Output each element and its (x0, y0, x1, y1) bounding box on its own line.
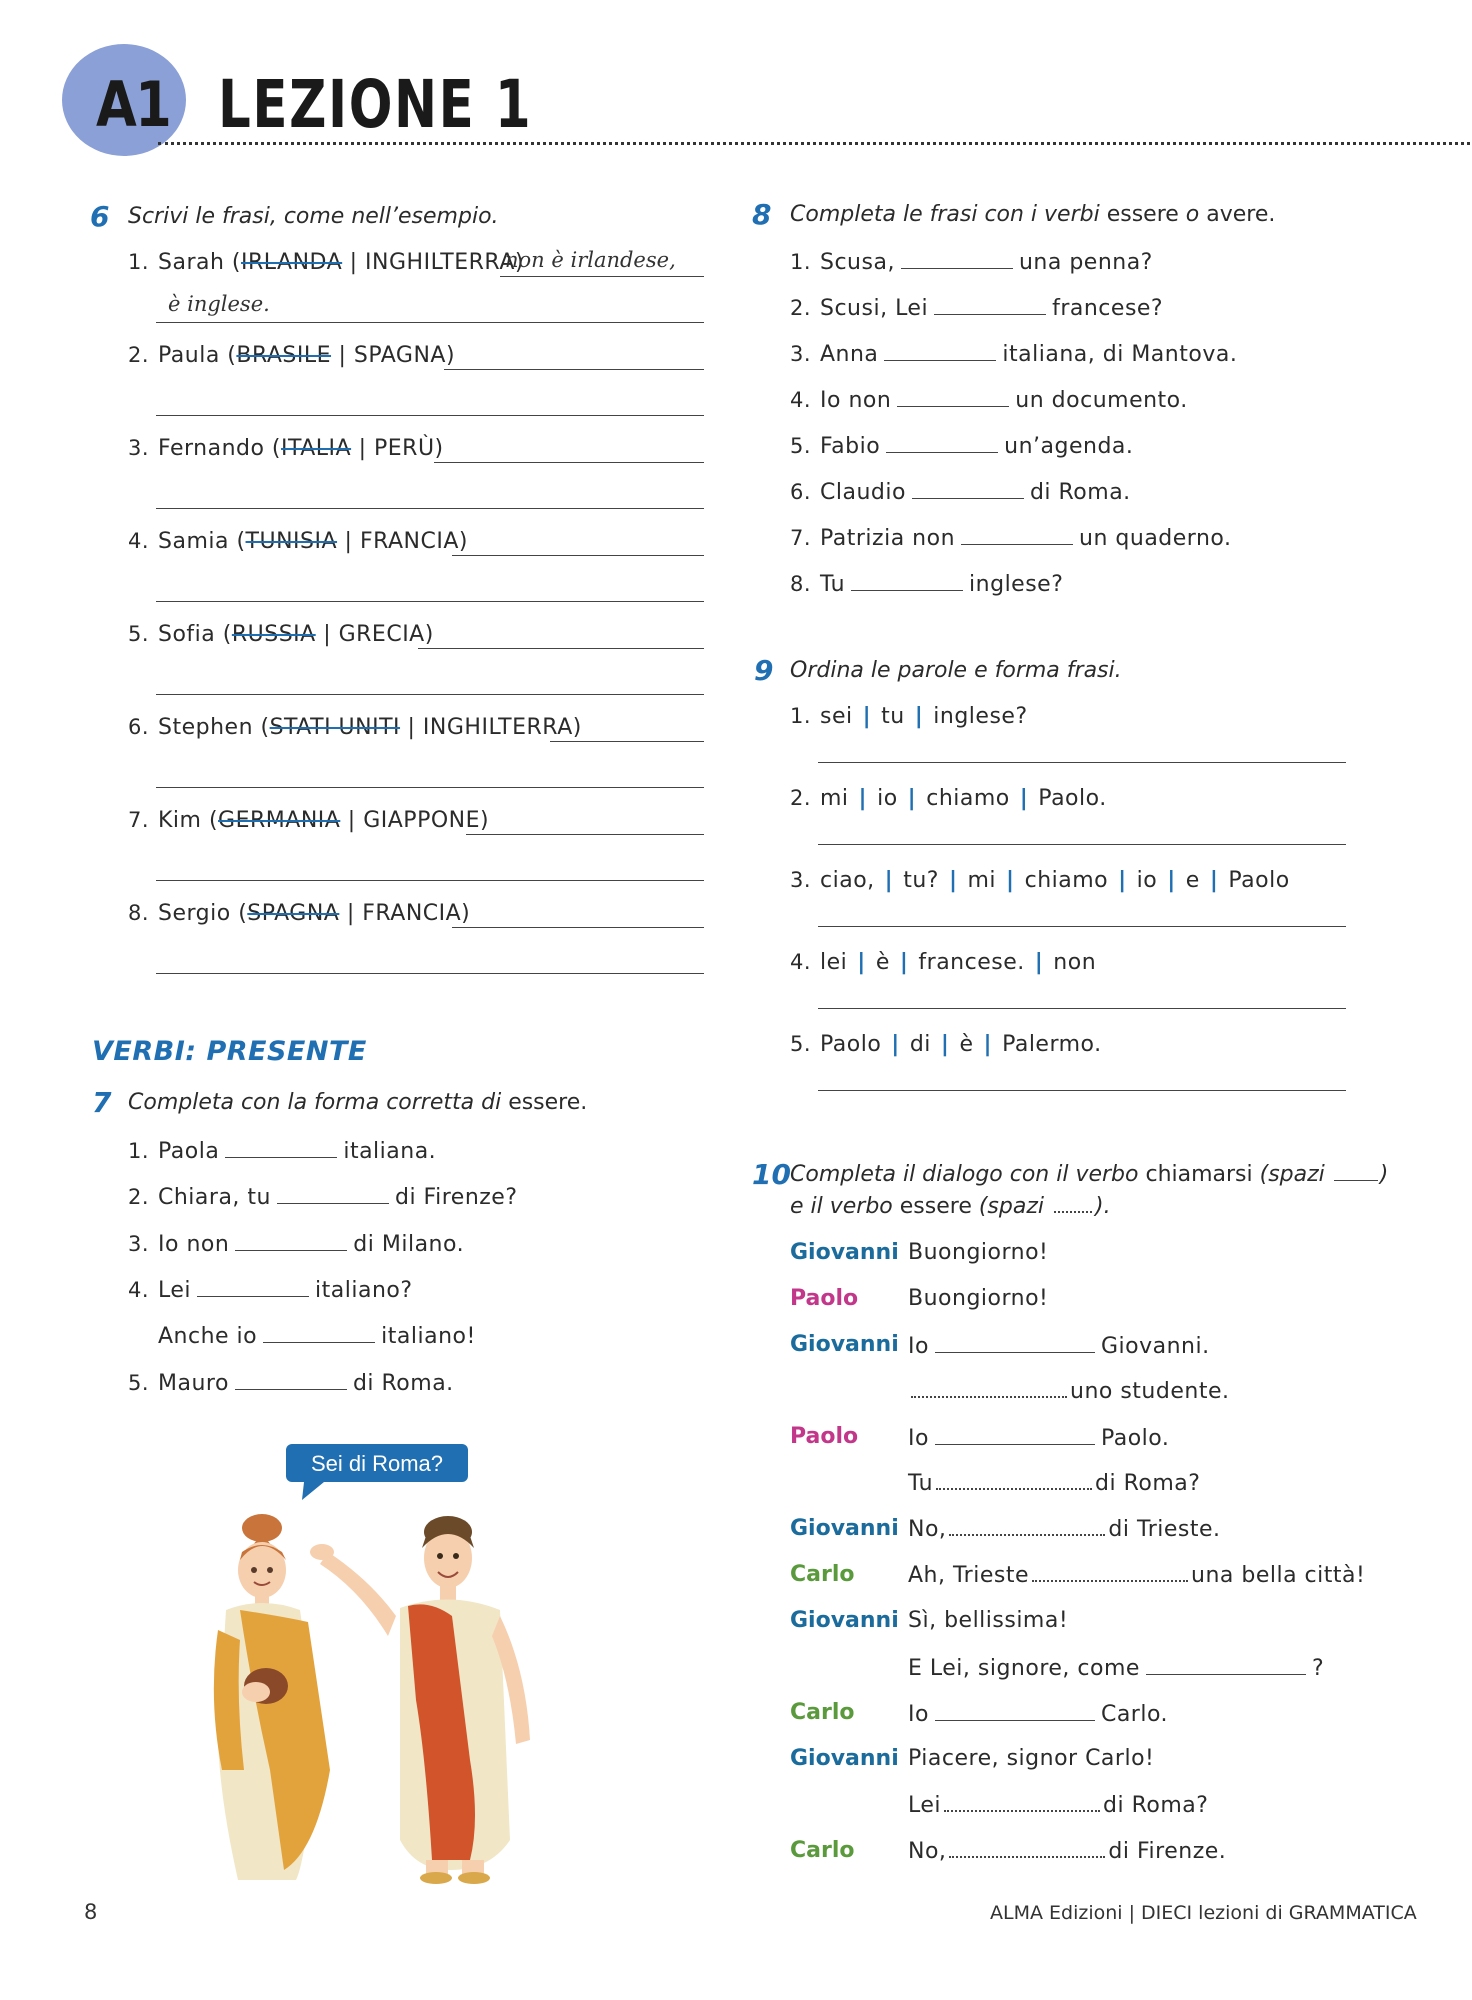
bubble-text: Sei di Roma? (310, 1451, 444, 1476)
ex8-blank[interactable] (961, 524, 1073, 545)
ex9-answer-line[interactable] (818, 762, 1346, 763)
essere-blank[interactable] (949, 1838, 1105, 1858)
ex7-instruction: Completa con la forma corretta di essere. (128, 1090, 588, 1115)
ex6-answer-line[interactable] (418, 648, 704, 649)
ex7-item: 2. Chiara, tu di Firenze? (128, 1185, 518, 1210)
ex6-item: 7. Kim (GERMANIA | GIAPPONE) (128, 808, 490, 833)
ex7-item: 5. Mauro di Roma. (128, 1371, 454, 1396)
ex8-item: 4. Io non un documento. (790, 388, 1188, 413)
ex7-blank[interactable] (235, 1369, 347, 1390)
ex7-number: 7 (92, 1086, 112, 1119)
essere-blank[interactable] (936, 1470, 1092, 1490)
ex6-answer-line[interactable] (444, 369, 704, 370)
ex9-answer-line[interactable] (818, 1090, 1346, 1091)
ex6-answer-line[interactable] (156, 322, 704, 323)
ex6-item: 8. Sergio (SPAGNA | FRANCIA) (128, 901, 471, 926)
dialogue-line: Tu di Roma? (908, 1471, 1201, 1496)
ex8-item: 3. Anna italiana, di Mantova. (790, 342, 1238, 367)
dialogue-line: Io Giovanni. (908, 1334, 1210, 1359)
ex8-blank[interactable] (884, 340, 996, 361)
ex6-answer-line[interactable] (156, 880, 704, 881)
ex9-instruction: Ordina le parole e forma frasi. (790, 658, 1122, 683)
chiamarsi-blank[interactable] (935, 1424, 1095, 1445)
ex8-blank[interactable] (851, 570, 963, 591)
ex6-item: 5. Sofia (RUSSIA | GRECIA) (128, 622, 434, 647)
speaker-paolo: Paolo (790, 1286, 859, 1311)
speaker-carlo: Carlo (790, 1700, 855, 1725)
ex7-blank[interactable] (225, 1137, 337, 1158)
ex7-item: Anche io italiano! (158, 1324, 476, 1349)
romans-illustration (200, 1440, 620, 1890)
chiamarsi-blank[interactable] (935, 1332, 1095, 1353)
dialogue-line: Sì, bellissima! (908, 1608, 1069, 1633)
speaker-paolo: Paolo (790, 1424, 859, 1449)
dialogue-line: Io Carlo. (908, 1702, 1169, 1727)
dialogue-line: Ah, Trieste una bella città! (908, 1563, 1366, 1588)
ex6-item: 4. Samia (TUNISIA | FRANCIA) (128, 529, 468, 554)
ex7-item: 1. Paola italiana. (128, 1139, 437, 1164)
ex8-item: 2. Scusi, Lei francese? (790, 296, 1164, 321)
ex9-item: 1. sei | tu | inglese? (790, 704, 1028, 729)
ex6-instruction: Scrivi le frasi, come nell’esempio. (128, 204, 499, 229)
header-divider (158, 142, 1470, 145)
ex8-item: 8. Tu inglese? (790, 572, 1064, 597)
ex9-answer-line[interactable] (818, 926, 1346, 927)
ex9-answer-line[interactable] (818, 844, 1346, 845)
ex8-item: 1. Scusa, una penna? (790, 250, 1153, 275)
ex7-item: 3. Io non di Milano. (128, 1232, 465, 1257)
ex6-example-answer: non è irlandese, (505, 248, 676, 272)
ex6-item: 1. Sarah (IRLANDA | INGHILTERRA) (128, 250, 524, 275)
speech-bubble (286, 1444, 468, 1500)
ex9-item: 3. ciao, | tu? | mi | chiamo | io | e | Paolo (790, 868, 1290, 893)
dialogue-line: Buongiorno! (908, 1240, 1049, 1265)
ex9-item: 4. lei | è | francese. | non (790, 950, 1097, 975)
ex6-answer-line[interactable] (156, 787, 704, 788)
ex6-answer-line[interactable] (466, 834, 704, 835)
ex9-number: 9 (754, 654, 774, 687)
dialogue-line: Lei di Roma? (908, 1793, 1209, 1818)
speaker-carlo: Carlo (790, 1562, 855, 1587)
ex6-answer-line[interactable] (156, 415, 704, 416)
ex6-answer-line[interactable] (434, 462, 704, 463)
essere-blank[interactable] (944, 1792, 1100, 1812)
dialogue-line: No, di Trieste. (908, 1517, 1221, 1542)
dialogue-line: No, di Firenze. (908, 1839, 1227, 1864)
ex8-blank[interactable] (901, 248, 1013, 269)
dialogue-line: Piacere, signor Carlo! (908, 1746, 1155, 1771)
ex8-number: 8 (752, 198, 772, 231)
dialogue-line: Io Paolo. (908, 1426, 1170, 1451)
ex10-instruction: Completa il dialogo con il verbo chiamarsi (spazi ) (790, 1162, 1389, 1187)
dialogue-line: Buongiorno! (908, 1286, 1049, 1311)
publisher-footer: ALMA Edizioni | DIECI lezioni di GRAMMATICA (990, 1902, 1417, 1924)
woman-figure (214, 1514, 330, 1880)
ex6-answer-line[interactable] (452, 555, 704, 556)
ex8-blank[interactable] (912, 478, 1024, 499)
page-number: 8 (84, 1900, 98, 1924)
speaker-giovanni: Giovanni (790, 1332, 899, 1357)
speaker-giovanni: Giovanni (790, 1240, 899, 1265)
ex6-item: 6. Stephen (STATI UNITI | INGHILTERRA) (128, 715, 582, 740)
level-label: A1 (96, 68, 171, 141)
ex6-answer-line[interactable] (156, 601, 704, 602)
speaker-giovanni: Giovanni (790, 1608, 899, 1633)
ex8-instruction: Completa le frasi con i verbi essere o avere. (790, 202, 1276, 227)
ex7-item: 4. Lei italiano? (128, 1278, 413, 1303)
speaker-giovanni: Giovanni (790, 1746, 899, 1771)
ex8-blank[interactable] (897, 386, 1009, 407)
lesson-title: LEZIONE 1 (218, 66, 533, 143)
ex9-answer-line[interactable] (818, 1008, 1346, 1009)
speaker-giovanni: Giovanni (790, 1516, 899, 1541)
ex6-answer-line[interactable] (156, 973, 704, 974)
ex10-number: 10 (752, 1158, 791, 1191)
ex6-answer-line[interactable] (452, 927, 704, 928)
ex8-blank[interactable] (934, 294, 1046, 315)
man-figure (310, 1516, 530, 1884)
speaker-carlo: Carlo (790, 1838, 855, 1863)
essere-blank[interactable] (949, 1516, 1105, 1536)
ex7-blank[interactable] (235, 1230, 347, 1251)
ex8-item: 5. Fabio un’agenda. (790, 434, 1134, 459)
ex6-answer-line[interactable] (500, 276, 704, 277)
ex6-item: 3. Fernando (ITALIA | PERÙ) (128, 436, 444, 461)
chiamarsi-blank[interactable] (1146, 1654, 1306, 1675)
ex8-blank[interactable] (886, 432, 998, 453)
essere-blank[interactable] (1032, 1562, 1188, 1582)
ex9-item: 5. Paolo | di | è | Palermo. (790, 1032, 1102, 1057)
ex8-item: 6. Claudio di Roma. (790, 480, 1131, 505)
essere-blank[interactable] (911, 1378, 1067, 1398)
ex6-example-answer: è inglese. (168, 292, 270, 316)
ex6-answer-line[interactable] (550, 741, 704, 742)
dialogue-line: uno studente. (908, 1378, 1229, 1404)
dialogue-line: E Lei, signore, come ? (908, 1656, 1325, 1681)
ex9-item: 2. mi | io | chiamo | Paolo. (790, 786, 1107, 811)
ex6-answer-line[interactable] (156, 694, 704, 695)
ex8-item: 7. Patrizia non un quaderno. (790, 526, 1232, 551)
ex6-item: 2. Paula (BRASILE | SPAGNA) (128, 343, 456, 368)
ex7-blank[interactable] (197, 1276, 309, 1297)
chiamarsi-blank[interactable] (935, 1700, 1095, 1721)
ex6-answer-line[interactable] (156, 508, 704, 509)
ex10-instruction-2: e il verbo essere (spazi ). (790, 1194, 1111, 1219)
ex7-blank[interactable] (263, 1322, 375, 1343)
ex7-blank[interactable] (277, 1183, 389, 1204)
ex6-number: 6 (90, 200, 110, 233)
section-title: VERBI: PRESENTE (92, 1036, 367, 1067)
